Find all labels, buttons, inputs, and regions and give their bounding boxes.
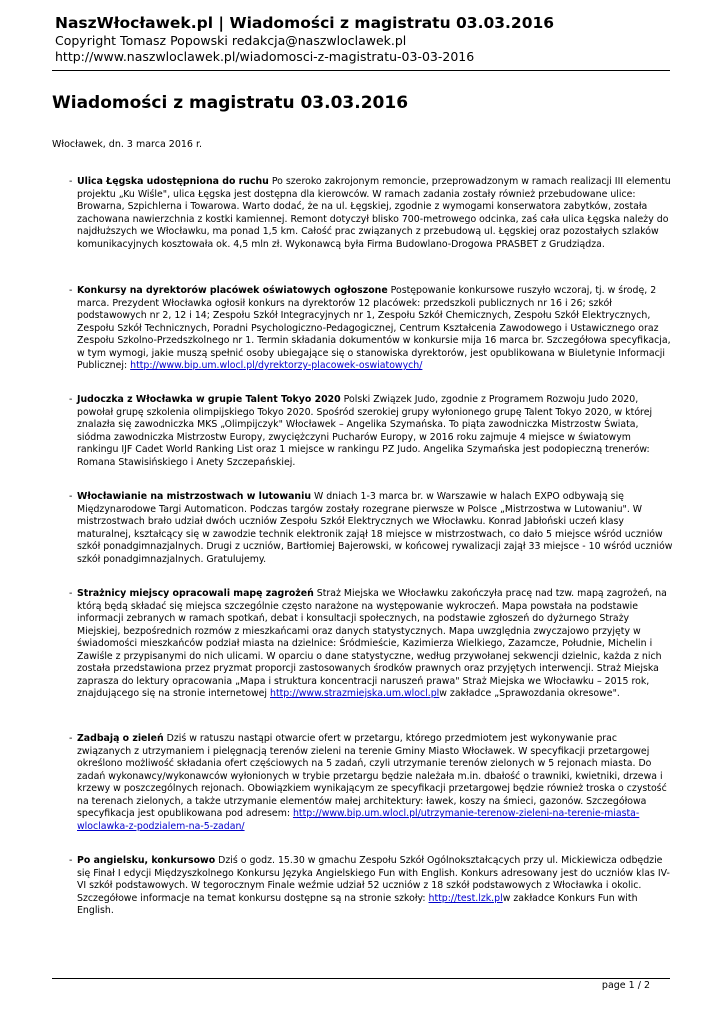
header-divider: [52, 70, 670, 71]
news-item-mapa-zagrozen: [69, 588, 673, 701]
item-text: Postępowanie konkursowe ruszyło wczoraj, tj. w środę, 2 marca. Prezydent Włocławka ogłosił konkurs na dyrektorów 12 placówek: przedszkoli publicznych nr 16 i 26; szkół podstawowych nr 2, 12 i 14; Zespołu Szkół Integracyjnych nr 1, Zespołu Szkół Chemicznych, Zespołu Szkół Elektrycznych, Zespołu Szkół Technicznych, Poradni Psychologiczno-Pedagogicznej, Centrum Kształcenia Zawodowego i Ustawicznego oraz Zespołu Szkolno-Przedszkolnego nr 1. Termin składania dokumentów w konkursie mija 16 marca br. Szczegółowa specyfikacja, w tym wymogi, jakie muszą spełnić osoby ubiegające się o stanowiska dyrektorów, jest opublikowana w Biuletynie Informacji Publicznej:: [77, 285, 671, 371]
item-text: W dniach 1-3 marca br. w Warszawie w halach EXPO odbywają się Międzynarodowe Targi Automaticon. Podczas targów zostały rozegrane pierwsze w Polsce „Mistrzostwa w Lutowaniu". W mistrzostwach brało udział dwóch uczniów Zespołu Szkół Elektrycznych we Włocławku. Konrad Jabłoński uczeń klasy maturalnej, kształcący się w zawodzie technik elektronik zajął 18 miejsce w mistrzostwach, co dało 5 miejsce wśród uczniów szkół ponadgimnazjalnych. Drugi z uczniów, Bartłomiej Bajerowski, w końcowej rywalizacji zajął 33 miejsce - 10 wśród uczniów szkół ponadgimnazjalnych. Gratulujemy.: [77, 491, 673, 565]
item-text: Po szeroko zakrojonym remoncie, przeprowadzonym w ramach realizacji III elementu projektu „Ku Wiśle", ulica Łęgska jest dostępna dla kierowców. W ramach zadania zostały również przebudowane ulice: Browarna, Szpichlerna i Towarowa. Warto dodać, że na ul. Łęgskiej, zgodnie z wymogami konserwatora zabytków, została zachowana nawierzchnia z kostki kamiennej. Remont dotyczył blisko 700-metrowego odcinka, zaś cała ulica Łęgska należy do najdłuższych we Włocławku, ma ponad 1,5 km. Całość prac związanych z przebudową ul. Łęgskiej oraz pozostałych szlaków komunikacyjnych kosztowała ok. 4,5 mln zł. Wykonawcą była Firma Budowlano-Drogowa PRASBET z Grudziądza.: [77, 176, 671, 250]
item-text-after: w zakładce Konkurs Fun with English.: [77, 892, 638, 916]
item-text: Straż Miejska we Włocławku zakończyła pracę nad tzw. mapą zagrożeń, na którą będą składać się miejsca szczególnie często narażone na występowanie wykroczeń. Mapa powstała na podstawie informacji zebranych w ramach spotkań, debat i konsultacji społecznych, na podstawie zgłoszeń do dyżurnego Straży Miejskiej, bezpośrednich rozmów z mieszkańcami oraz danych statystycznych. Mapa uwzględnia zwyczajowo przyjęty w świadomości mieszkańców podział miasta na dzielnice: Śródmieście, Kazimierza Wielkiego, Zazamcze, Południe, Michelin i Zawiśle z przypisanymi do nich ulicami. W oparciu o dane statystyczne, według przywołanej sekwencji dzielnic, każda z nich została przedstawiona przez pryzmat proporcji zastosowanych środków prawnych oraz przyjętych interwencji. Straż Miejska zaprasza do lektury opracowania „Mapa i struktura koncentracji naruszeń prawa" Straż Miejska we Włocławku – 2015 rok, znajdującego się na stronie internetowej: [77, 588, 667, 699]
news-item-zielen: [69, 733, 673, 833]
item-text: Dziś o godz. 15.30 w gmachu Zespołu Szkół Ogólnokształcących przy ul. Mickiewicza odbędzie się Finał I edycji Międzyszkolnego Konkursu Języka Angielskiego Fun with English. Konkurs adresowany jest do uczniów klas IV-VI szkół podstawowych. W tegorocznym Finale weźmie udział 52 uczniów z 18 szkół podstawowych z Włocławka i okolic. Szczegółowe informacje na temat konkursu dostępne są na stronie szkoły:: [77, 855, 670, 904]
straz-miejska-link[interactable]: http://www.strazmiejska.um.wlocl.pl: [270, 688, 440, 699]
page-title: Wiadomości z magistratu 03.03.2016: [52, 93, 409, 113]
bip-zielen-link[interactable]: http://www.bip.um.wlocl.pl/utrzymanie-terenow-zieleni-na-terenie-miasta-wloclawka-z-podzialem-na-5-zadan/: [77, 808, 640, 832]
news-item-legska: [69, 176, 673, 251]
item-title: Konkursy na dyrektorów placówek oświatowych ogłoszone: [77, 285, 388, 296]
header-title: NaszWłocławek.pl | Wiadomości z magistratu 03.03.2016: [55, 14, 555, 32]
date-line: Włocławek, dn. 3 marca 2016 r.: [52, 139, 203, 150]
news-item-konkursy-dyrektorow: [69, 285, 673, 373]
bullet: -: [69, 394, 73, 405]
bullet: -: [69, 733, 73, 744]
page-number: page 1 / 2: [601, 980, 650, 991]
school-site-link[interactable]: http://test.lzk.pl: [428, 892, 503, 904]
item-title: Strażnicy miejscy opracowali mapę zagrożeń: [77, 588, 314, 599]
item-title: Judoczka z Włocławka w grupie Talent Tokyo 2020: [77, 394, 341, 405]
bullet: -: [69, 285, 73, 296]
news-item-judoczka: [69, 394, 673, 469]
header-copyright: Copyright Tomasz Popowski redakcja@naszwloclawek.pl: [55, 33, 407, 48]
bip-dyrektorzy-link[interactable]: http://www.bip.um.wlocl.pl/dyrektorzy-placowek-oswiatowych/: [130, 360, 423, 371]
item-title: Włocławianie na mistrzostwach w lutowaniu: [77, 491, 311, 502]
item-title: Po angielsku, konkursowo: [77, 855, 216, 866]
item-title: Zadbają o zieleń: [77, 733, 164, 744]
item-text: Dziś w ratuszu nastąpi otwarcie ofert w przetargu, którego przedmiotem jest wykonywanie prac związanych z utrzymaniem i pielęgnacją terenów zieleni na terenie Gminy Miasto Włocławek. W specyfikacji przetargowej określono możliwość składania ofert częściowych na 5 zadań, czyli utrzymanie terenów zielonych w 5 rejonach miasta. Do zadań wykonawcy/wykonawców wyłonionych w trybie przetargu będzie należała m.in. dbałość o trawniki, kwietniki, drzewa i krzewy w poszczególnych rejonach. Obowiązkiem wynikającym ze specyfikacji przetargowej będzie również troska o czystość na terenach zielonych, a także utrzymanie elementów małej architektury: ławek, koszy na śmieci, gazonów. Szczegółowa specyfikacja jest opublikowana pod adresem:: [77, 733, 667, 819]
item-text-after: w zakładce „Sprawozdania okresowe".: [439, 688, 620, 699]
bullet: -: [69, 491, 73, 502]
bullet: -: [69, 588, 73, 599]
header-url: http://www.naszwloclawek.pl/wiadomosci-z-magistratu-03-03-2016: [55, 49, 475, 64]
item-title: Ulica Łęgska udostępniona do ruchu: [77, 176, 269, 187]
news-item-po-angielsku: [69, 855, 673, 918]
bullet: -: [69, 176, 73, 187]
bullet: -: [69, 855, 73, 866]
document-header: [55, 14, 675, 65]
item-text: Polski Związek Judo, zgodnie z Programem Rozwoju Judo 2020, powołał grupę szkolenia olimpijskiego Tokyo 2020. Spośród szerokiej grupy wyłonionego grupę Talent Tokyo 2020, w której znalazła się zawodniczka MKS „Olimpijczyk" Włocławek – Angelika Szymańska. To piąta zawodniczka Mistrzostw Świata, siódma zawodniczka Mistrzostw Europy, zwyciężczyni Pucharów Europy, w 2016 roku zajmuje 4 miejsce w światowym rankingu IJF Cadet World Ranking List oraz 1 miejsce w rankingu PZ Judo. Angelika Szymańska jest podopieczną trenerów: Romana Stawisińskiego i Anety Szczepańskiej.: [77, 394, 653, 468]
footer-divider: [52, 978, 670, 979]
news-item-lutowanie: [69, 491, 673, 566]
